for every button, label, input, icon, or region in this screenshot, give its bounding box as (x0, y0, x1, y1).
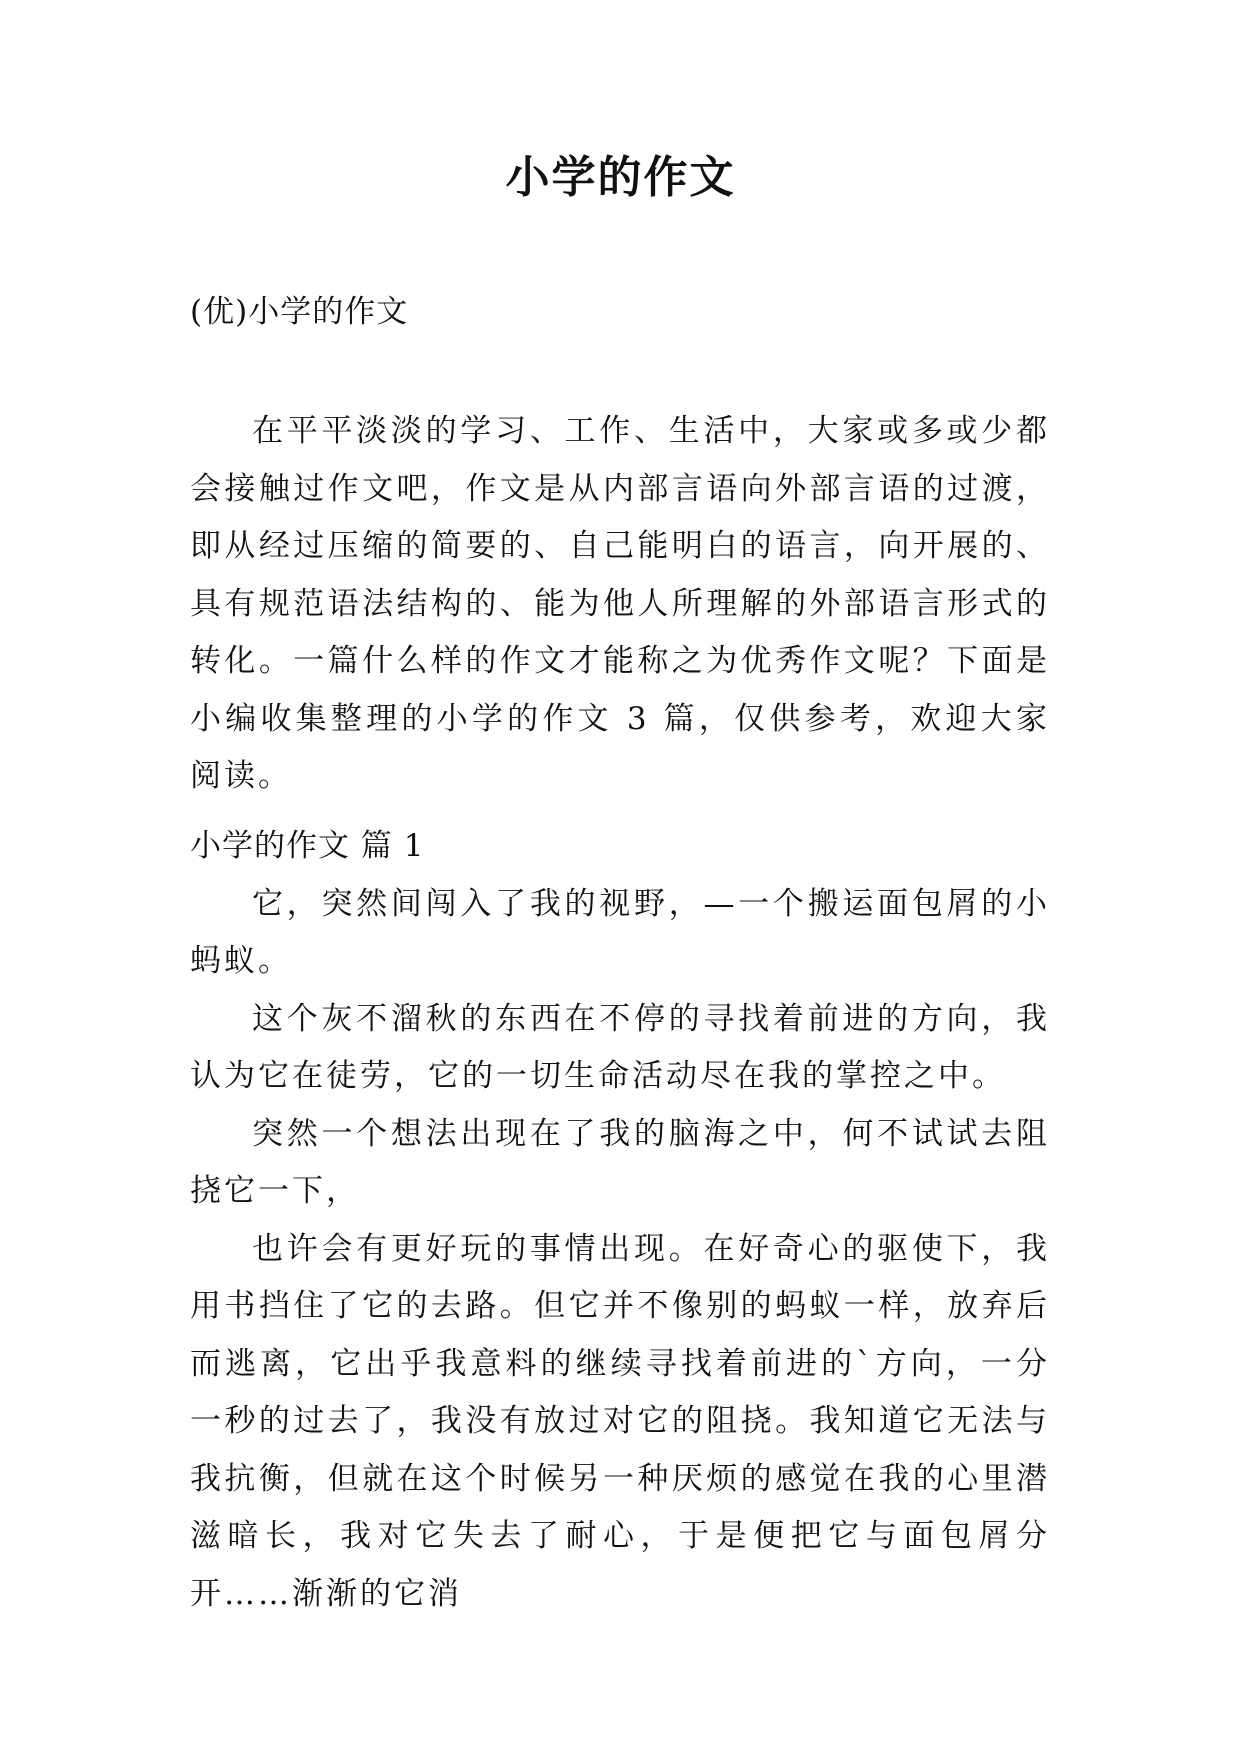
body-paragraph: 它，突然间闯入了我的视野，—一个搬运面包屑的小蚂蚁。 (190, 885, 1050, 979)
intro-block (190, 403, 1050, 806)
document-subtitle: (优)小学的作文 (190, 294, 409, 330)
body-paragraph: 这个灰不溜秋的东西在不停的寻找着前进的方向，我认为它在徒劳，它的一切生命活动尽在我的掌控之中。 (190, 1000, 1050, 1094)
section-1 (190, 818, 1050, 1623)
body-paragraph: 突然一个想法出现在了我的脑海之中，何不试试去阻挠它一下， (190, 1115, 1050, 1209)
section-heading: 小学的作文 篇 1 (190, 828, 425, 864)
body-paragraph: 也许会有更好玩的事情出现。在好奇心的驱使下，我用书挡住了它的去路。但它并不像别的蚂蚁一样，放弃后而逃离，它出乎我意料的继续寻找着前进的`方向，一分一秒的过去了，我没有放过对它的阻挠。我知道它无法与我抗衡，但就在这个时候另一种厌烦的感觉在我的心里潜滋暗长，我对它失去了耐心，于是便把它与面包屑分开……渐渐的它消 (190, 1230, 1050, 1612)
intro-paragraph: 在平平淡淡的学习、工作、生活中，大家或多或少都会接触过作文吧，作文是从内部言语向外部言语的过渡，即从经过压缩的简要的、自己能明白的语言，向开展的、具有规范语法结构的、能为他人所理解的外部语言形式的转化。一篇什么样的作文才能称之为优秀作文呢？下面是小编收集整理的小学的作文 3 篇，仅供参考，欢迎大家阅读。 (190, 413, 1050, 794)
document-title: 小学的作文 (505, 152, 736, 203)
